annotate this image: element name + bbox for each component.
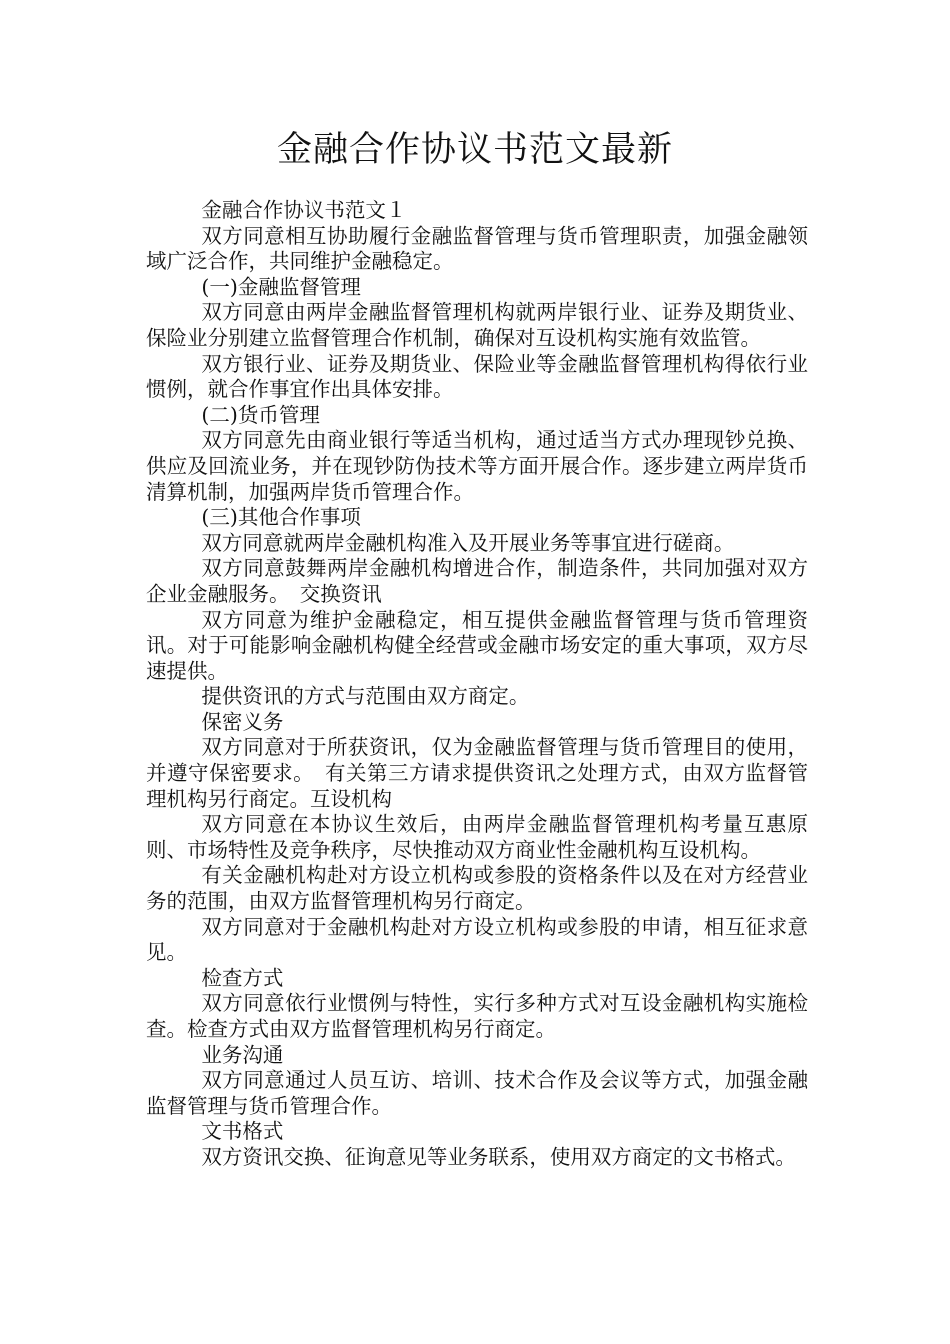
document-title: 金融合作协议书范文最新 xyxy=(276,130,673,170)
paragraph: 双方同意先由商业银行等适当机构，通过适当方式办理现钞兑换、供应及回流业务，并在现钞防伪技术等方面开展合作。逐步建立两岸货币清算机制，加强两岸货币管理合作。 xyxy=(146,428,808,504)
paragraph: 有关金融机构赴对方设立机构或参股的资格条件以及在对方经营业务的范围，由双方监督管理机构另行商定。 xyxy=(146,863,808,914)
paragraph: 双方同意对于金融机构赴对方设立机构或参股的申请，相互征求意见。 xyxy=(146,914,808,965)
paragraph: 双方同意由两岸金融监督管理机构就两岸银行业、证券及期货业、保险业分别建立监督管理合作机制，确保对互设机构实施有效监管。 xyxy=(146,300,808,350)
section-heading: (三)其他合作事项 xyxy=(201,505,361,530)
paragraph: 双方同意在本协议生效后，由两岸金融监督管理机构考量互惠原则、市场特性及竞争秩序，尽快推动双方商业性金融机构互设机构。 xyxy=(146,812,808,862)
document-body xyxy=(146,198,808,1171)
section-heading: 文书格式 xyxy=(201,1119,284,1144)
section-heading: (二)货币管理 xyxy=(201,402,320,427)
paragraph: 双方资讯交换、征询意见等业务联系，使用双方商定的文书格式。 xyxy=(201,1144,796,1169)
paragraph: 双方同意就两岸金融机构准入及开展业务等事宜进行磋商。 xyxy=(201,530,735,555)
paragraph: 双方银行业、证券及期货业、保险业等金融监督管理机构得依行业惯例，就合作事宜作出具体安排。 xyxy=(146,351,808,402)
paragraph: 双方同意相互协助履行金融监督管理与货币管理职责，加强金融领域广泛合作，共同维护金融稳定。 xyxy=(146,223,808,274)
paragraph: 双方同意依行业惯例与特性，实行多种方式对互设金融机构实施检查。检查方式由双方监督管理机构另行商定。 xyxy=(146,991,808,1041)
paragraph: 双方同意通过人员互访、培训、技术合作及会议等方式，加强金融监督管理与货币管理合作。 xyxy=(146,1068,808,1118)
section-heading: 业务沟通 xyxy=(201,1042,284,1067)
section-heading: (一)金融监督管理 xyxy=(201,274,361,299)
paragraph: 金融合作协议书范文１ xyxy=(201,198,407,222)
paragraph: 双方同意为维护金融稳定，相互提供金融监督管理与货币管理资讯。对于可能影响金融机构健全经营或金融市场安定的重大事项，双方尽速提供。 xyxy=(146,607,808,683)
paragraph: 双方同意对于所获资讯，仅为金融监督管理与货币管理目的使用，并遵守保密要求。 有关第三方请求提供资讯之处理方式，由双方监督管理机构另行商定。互设机构 xyxy=(146,735,808,811)
paragraph: 双方同意鼓舞两岸金融机构增进合作，制造条件，共同加强对双方企业金融服务。 交换资讯 xyxy=(146,556,808,606)
section-heading: 保密义务 xyxy=(201,709,284,734)
paragraph: 提供资讯的方式与范围由双方商定。 xyxy=(201,684,530,709)
section-heading: 检查方式 xyxy=(201,965,284,990)
